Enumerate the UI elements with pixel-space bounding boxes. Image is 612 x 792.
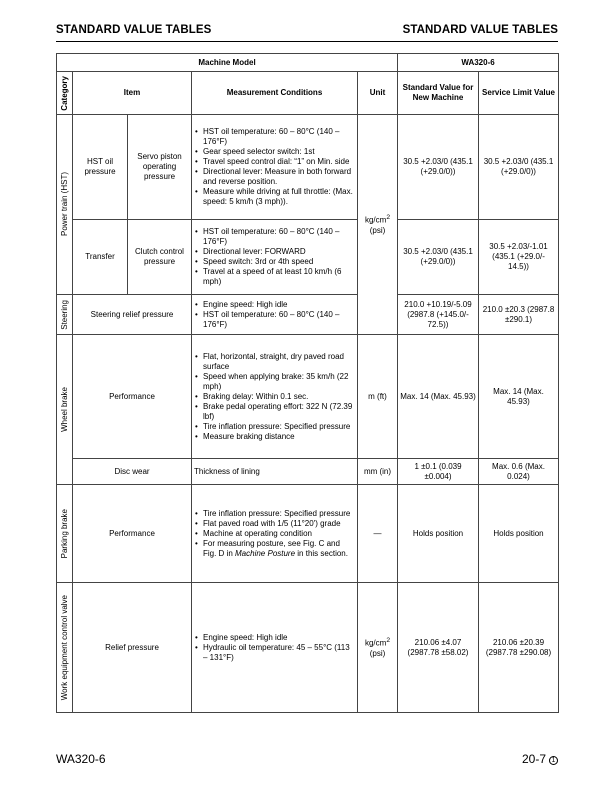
unit-mm-in: mm (in) <box>358 459 398 485</box>
service-servo-piston: 30.5 +2.03/0 (435.1 (+29.0/0)) <box>479 115 559 220</box>
condition: • Directional lever: FORWARD <box>194 247 355 257</box>
condition: • Measure braking distance <box>194 432 355 442</box>
category-parking-brake: Parking brake <box>57 485 73 583</box>
category-work-equipment: Work equipment control valve <box>57 583 73 713</box>
standard-steering: 210.0 +10.19/-5.09 (2987.8 (+145.0/- 72.5)) <box>398 295 479 335</box>
item-parking-performance: Performance <box>73 485 192 583</box>
header-rule <box>56 41 558 42</box>
conditions-work-equipment <box>192 583 358 713</box>
condition: • Measure while driving at full throttle: (Max. speed: 5 km/h (3 mph)). <box>194 187 355 207</box>
condition: • Gear speed selector switch: 1st <box>194 147 355 157</box>
conditions-parking-brake <box>192 485 358 583</box>
service-disc-wear: Max. 0.6 (Max. 0.024) <box>479 459 559 485</box>
standard-value-table <box>56 53 559 713</box>
revision-mark-icon: 1 <box>549 756 558 765</box>
item-steering-relief: Steering relief pressure <box>73 295 192 335</box>
condition: • Directional lever: Measure in both forward and reverse position. <box>194 167 355 187</box>
category-steering: Steering <box>57 295 73 335</box>
item-header: Item <box>73 72 192 115</box>
standard-value-header: Standard Value for New Machine <box>398 72 479 115</box>
unit-header: Unit <box>358 72 398 115</box>
service-parking-brake: Holds position <box>479 485 559 583</box>
footer-page <box>522 752 558 766</box>
condition: • HST oil temperature: 60 – 80°C (140 – 176°F) <box>194 310 355 330</box>
conditions-servo-piston <box>192 115 358 220</box>
condition: • HST oil temperature: 60 – 80°C (140 – 176°F) <box>194 127 355 147</box>
condition-disc-wear: Thickness of lining <box>192 459 358 485</box>
conditions-wheel-brake <box>192 335 358 459</box>
page-number: 20-7 <box>521 752 546 766</box>
footer-model: WA320-6 <box>56 752 106 766</box>
category-power-train: Power train (HST) <box>57 115 73 295</box>
standard-transfer: 30.5 +2.03/0 (435.1 (+29.0/0)) <box>398 220 479 295</box>
condition: • Engine speed: High idle <box>194 633 355 643</box>
header-title-right: STANDARD VALUE TABLES <box>402 24 558 36</box>
condition: • Speed when applying brake: 35 km/h (22 mph) <box>194 372 355 392</box>
condition: • Hydraulic oil temperature: 45 – 55°C (113 – 131°F) <box>194 643 355 663</box>
condition: • Brake pedal operating effort: 322 N (72.39 lbf) <box>194 402 355 422</box>
service-steering: 210.0 ±20.3 (2987.8 ±290.1) <box>479 295 559 335</box>
condition: • Tire inflation pressure: Specified pressure <box>194 509 355 519</box>
subitem-clutch-control: Clutch control pressure <box>128 220 192 295</box>
condition: • Machine at operating condition <box>194 529 355 539</box>
condition: • HST oil temperature: 60 – 80°C (140 – 176°F) <box>194 227 355 247</box>
standard-parking-brake: Holds position <box>398 485 479 583</box>
category-header: Category <box>57 72 73 115</box>
unit-kg-cm2-psi: $kg/cm^2$ (psi) <box>358 115 398 335</box>
unit-kg-cm2-psi-work: $kg/cm^2$ (psi) <box>358 583 398 713</box>
condition: • Flat, horizontal, straight, dry paved road surface <box>194 352 355 372</box>
condition: • Travel at a speed of at least 10 km/h (6 mph) <box>194 267 355 287</box>
standard-servo-piston: 30.5 +2.03/0 (435.1 (+29.0/0)) <box>398 115 479 220</box>
service-transfer: 30.5 +2.03/-1.01 (435.1 (+29.0/- 14.5)) <box>479 220 559 295</box>
unit-m-ft: m (ft) <box>358 335 398 459</box>
conditions-transfer <box>192 220 358 295</box>
subitem-servo-piston: Servo piston operating pressure <box>128 115 192 220</box>
item-transfer: Transfer <box>73 220 128 295</box>
item-relief-pressure: Relief pressure <box>73 583 192 713</box>
condition: • Braking delay: Within 0.1 sec. <box>194 392 355 402</box>
item-hst-oil-pressure: HST oil pressure <box>73 115 128 220</box>
condition: • Speed switch: 3rd or 4th speed <box>194 257 355 267</box>
service-relief-pressure: 210.06 ±20.39 (2987.78 ±290.08) <box>479 583 559 713</box>
header-title-left: STANDARD VALUE TABLES <box>56 24 212 36</box>
condition: • Engine speed: High idle <box>194 300 355 310</box>
condition: • Flat paved road with 1/5 (11°20') grade <box>194 519 355 529</box>
machine-model-label: Machine Model <box>57 54 398 72</box>
service-limit-header: Service Limit Value <box>479 72 559 115</box>
service-wheel-brake: Max. 14 (Max. 45.93) <box>479 335 559 459</box>
standard-disc-wear: 1 ±0.1 (0.039 ±0.004) <box>398 459 479 485</box>
standard-wheel-brake: Max. 14 (Max. 45.93) <box>398 335 479 459</box>
conditions-steering <box>192 295 358 335</box>
page-header <box>56 24 558 40</box>
condition: • Travel speed control dial: “1” on Min. side <box>194 157 355 167</box>
condition: • Tire inflation pressure: Specified pressure <box>194 422 355 432</box>
unit-none: — <box>358 485 398 583</box>
conditions-header: Measurement Conditions <box>192 72 358 115</box>
standard-relief-pressure: 210.06 ±4.07 (2987.78 ±58.02) <box>398 583 479 713</box>
machine-model-value: WA320-6 <box>398 54 559 72</box>
condition-posture: • For measuring posture, see Fig. C and Fig. D in Machine Posture in this section. <box>194 539 355 559</box>
item-wheel-brake-performance: Performance <box>73 335 192 459</box>
item-disc-wear: Disc wear <box>73 459 192 485</box>
category-wheel-brake: Wheel brake <box>57 335 73 485</box>
